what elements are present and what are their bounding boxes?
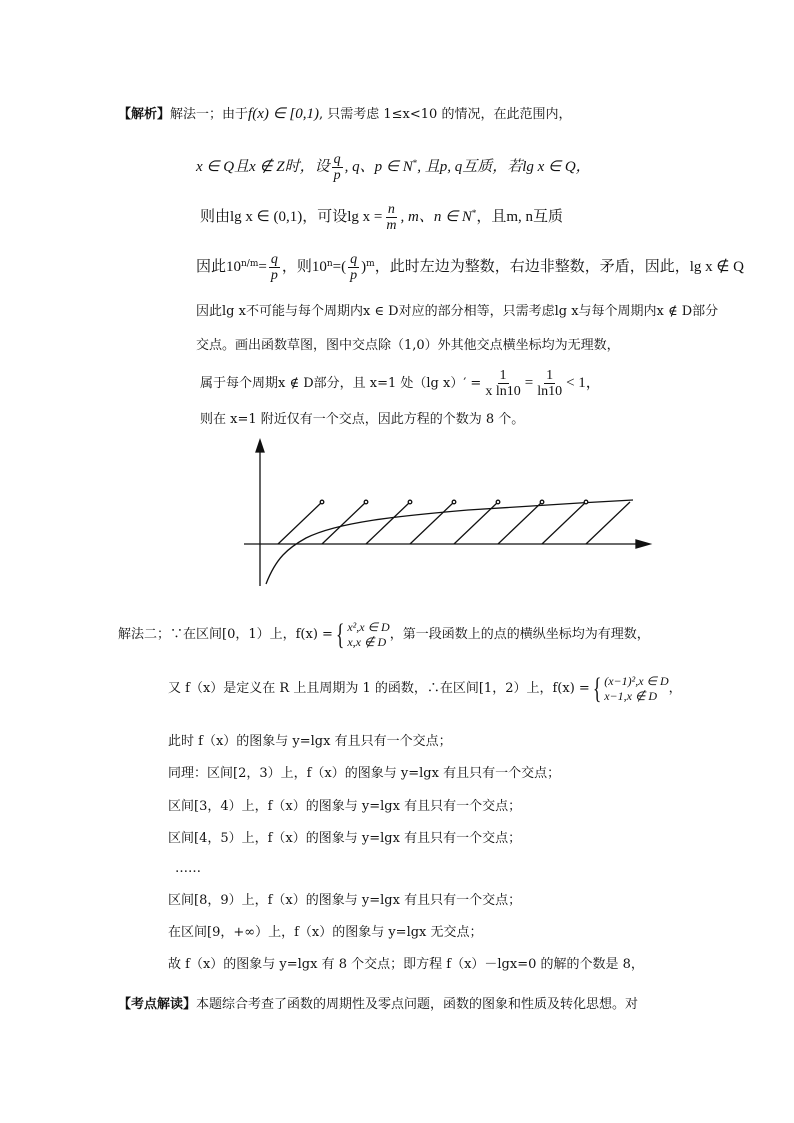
piecewise-2: { (x−1)²,x ∈ D x−1,x ∉ D: [592, 671, 669, 705]
method2-conclusion: 故 f（x）的图象与 y=lgx 有 8 个交点；即方程 f（x）－lgx=0 的解的个数是 8，: [168, 957, 644, 972]
frac-den: ln10: [537, 384, 563, 399]
line4-part-e: ): [361, 259, 367, 275]
line7-part-a: 属于每个周期x ∉ D部分，且 x=1 处（lg x）′ =: [200, 376, 482, 391]
fraction-n-over-m: [384, 202, 398, 233]
fraction-derivative-2: [535, 368, 564, 399]
method2-interval-line: 在区间[9，+∞）上，f（x）的图象与 y=lgx 无交点；: [168, 925, 483, 940]
line4-part-c: ，则10: [281, 259, 327, 275]
frac-num: n: [387, 202, 395, 217]
case-rational: x²,x ∈ D: [347, 619, 390, 634]
superscript-n: n: [326, 258, 333, 269]
analysis-line-3: [200, 200, 563, 235]
frac-num: q: [333, 152, 341, 167]
method2-line-2: [168, 672, 682, 706]
analysis-line-6: 交点。画出函数草图，图中交点除（1,0）外其他交点横坐标均为无理数，: [196, 338, 620, 353]
method2-l2-part-a: 又 f（x）是定义在 R 上且周期为 1 的函数，∴在区间[1，2）上，f(x) =: [168, 681, 590, 696]
method2-interval-line: 区间[8，9）上，f（x）的图象与 y=lgx 有且只有一个交点；: [168, 893, 522, 908]
method2-part-a: 解法二；∵在区间[0，1）上，f(x) =: [118, 627, 333, 642]
frac-num: q: [350, 252, 358, 267]
function-sketch: [238, 436, 658, 588]
analysis-line-4: [196, 250, 744, 285]
analysis-line-8: 则在 x=1 附近仅有一个交点，因此方程的个数为 8 个。: [200, 412, 525, 427]
analysis-line-1: [118, 104, 571, 125]
method2-interval-line: 区间[4，5）上，f（x）的图象与 y=lgx 有且只有一个交点；: [168, 831, 522, 846]
frac-num: q: [270, 252, 278, 267]
analysis-line-7: [200, 366, 601, 401]
method2-part-b: ，第一段函数上的点的横纵坐标均为有理数，: [389, 627, 650, 642]
method2-interval-line: 此时 f（x）的图象与 y=lgx 有且只有一个交点；: [168, 734, 452, 749]
frac-den: p: [333, 168, 341, 183]
frac-den: p: [350, 268, 358, 283]
line3-part-a: 则由lg x ∈ (0,1)，可设lg x =: [200, 209, 383, 225]
line2-part-a: x ∈ Q且x ∉ Z时，设: [196, 159, 330, 175]
star-sup: *: [412, 157, 418, 168]
intro-rest: , 只需考虑 1≤x<10 的情况，在此范围内，: [319, 107, 572, 122]
line3-part-b: , m、n ∈ N: [400, 209, 472, 225]
method2-ellipsis: ……: [175, 861, 201, 876]
fraction-q-over-p-3: [348, 252, 359, 283]
piecewise-1: { x²,x ∈ D x,x ∉ D: [335, 617, 390, 651]
exponent-n-over-m: n/m: [241, 258, 259, 269]
log-curve: [266, 500, 633, 584]
frac-den: x ln10: [485, 384, 521, 399]
line4-part-a: 因此10: [196, 259, 242, 275]
fraction-derivative-1: [483, 368, 522, 399]
method2-interval-line: 区间[3，4）上，f（x）的图象与 y=lgx 有且只有一个交点；: [168, 799, 522, 814]
intro-text: 解法一；由于: [170, 107, 249, 122]
y-axis-arrow: [256, 440, 264, 452]
case-irrational: x,x ∉ D: [347, 634, 387, 649]
superscript-m: m: [366, 258, 375, 269]
line4-part-f: ，此时左边为整数，右边非整数，矛盾，因此，lg x ∉ Q: [374, 259, 745, 275]
line7-part-c: < 1，: [566, 375, 601, 391]
intro-condition: f(x) ∈ [0,1): [248, 106, 319, 122]
periodic-segments: [278, 502, 630, 544]
frac-num: 1: [546, 368, 554, 383]
fraction-q-over-p: [332, 152, 343, 183]
key-point-tag: 【考点解读】: [118, 997, 197, 1012]
line4-part-b: =: [258, 259, 267, 275]
case-rational: (x−1)²,x ∈ D: [604, 673, 669, 688]
line7-part-b: =: [524, 375, 534, 391]
fraction-q-over-p-2: [269, 252, 280, 283]
line4-part-d: =(: [332, 259, 347, 275]
x-axis-arrow: [636, 540, 650, 548]
line2-part-b: , q、p ∈ N: [344, 159, 413, 175]
analysis-line-2: [196, 150, 591, 185]
method2-line-1: [118, 618, 650, 652]
analysis-line-5: 因此lg x不可能与每个周期内x ∈ D对应的部分相等，只需考虑lg x与每个周期内x ∉ D部分: [196, 304, 719, 319]
method2-l2-part-b: ，: [668, 681, 682, 696]
key-point-line: [118, 995, 638, 1015]
star-sup: *: [471, 207, 477, 218]
frac-den: m: [386, 218, 397, 233]
open-endpoints: [320, 500, 588, 504]
frac-num: 1: [499, 368, 507, 383]
line3-part-c: ，且m, n互质: [476, 209, 564, 225]
line2-part-c: , 且p, q互质，若lg x ∈ Q，: [417, 159, 591, 175]
analysis-tag: 【解析】: [118, 107, 171, 122]
method2-interval-line: 同理：区间[2，3）上，f（x）的图象与 y=lgx 有且只有一个交点；: [168, 766, 561, 781]
case-irrational: x−1,x ∉ D: [604, 688, 658, 703]
key-point-text: 本题综合考查了函数的周期性及零点问题，函数的图象和性质及转化思想。对: [196, 997, 639, 1012]
frac-den: p: [270, 268, 278, 283]
